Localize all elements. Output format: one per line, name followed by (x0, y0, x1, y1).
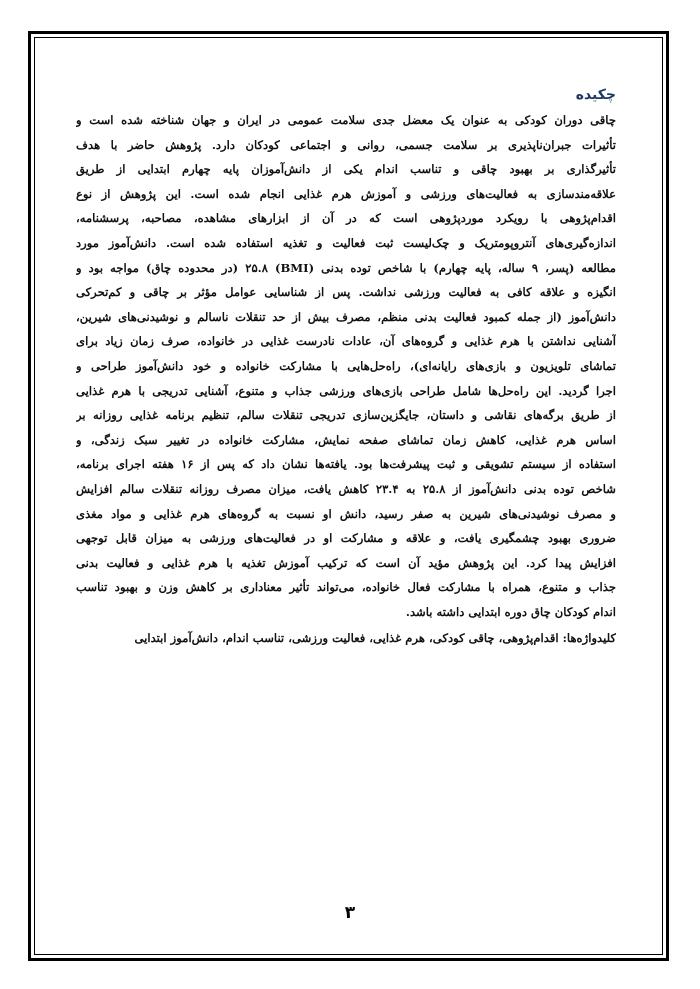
abstract-line: علاقه‌مندسازی به فعالیت‌های ورزشی و آموزش هرم غذایی انجام شده است. این پژوهش از نوع (76, 186, 616, 201)
abstract-line: از طریق برگه‌های نقاشی و داستان، جایگزین‌سازی تدریجی تنقلات سالم، تنظیم برنامه غذایی روزانه بر (76, 408, 616, 423)
abstract-line: مطالعه (پسر، ۹ ساله، پایه چهارم) با شاخص توده بدنی (BMI) ۲۵.۸ (در محدوده چاق) مواجه بود و (76, 260, 616, 275)
abstract-line: تأثیرات جبران‌ناپذیری بر سلامت جسمی، روانی و اجتماعی کودکان دارد. پژوهش حاضر با هدف (76, 137, 616, 152)
abstract-line: تماشای تلویزیون و بازی‌های رایانه‌ای)، راه‌حل‌هایی با مشارکت خانواده و خود دانش‌آموز طراحی و (76, 358, 616, 373)
abstract-line: ضروری بهبود چشمگیری یافت، و علاقه و مشارکت او در فعالیت‌های ورزشی به میزان قابل توجهی (76, 531, 616, 546)
abstract-line: و مصرف نوشیدنی‌های شیرین به صفر رسید، دانش او نسبت به گروه‌های هرم غذایی و مواد مغذی (76, 506, 616, 521)
abstract-body (76, 108, 616, 624)
abstract-line: انگیزه و علاقه کافی به فعالیت ورزشی نداشت. پس از شناسایی عوامل مؤثر بر چاقی و کم‌تحرکی (76, 285, 616, 300)
page-number: ۳ (344, 903, 356, 923)
abstract-line: اجرا گردید. این راه‌حل‌ها شامل طراحی بازی‌های ورزشی جذاب و متنوع، آشنایی تدریجی با هرم غذایی (76, 383, 616, 398)
abstract-line: افزایش پیدا کرد. این پژوهش مؤید آن است که ترکیب آموزش تغذیه با هرم غذایی و فعالیت بدنی (76, 555, 616, 570)
abstract-line: دانش‌آموز (از جمله کمبود فعالیت بدنی منظم، مصرف بیش از حد تنقلات ناسالم و نوشیدنی‌های شیرین، (76, 309, 616, 324)
abstract-heading: چکیده (575, 87, 616, 103)
abstract-line: اندازه‌گیری‌های آنتروپومتریک و چک‌لیست ثبت فعالیت و تغذیه استفاده شده است. دانش‌آموز مورد (76, 235, 616, 250)
keywords-line: کلیدواژه‌ها: اقدام‌پژوهی، چاقی کودکی، هرم غذایی، فعالیت ورزشی، تناسب اندام، دانش‌آموز ابتدایی (134, 631, 616, 646)
abstract-line: شاخص توده بدنی دانش‌آموز از ۲۵.۸ به ۲۳.۴ کاهش یافت، میزان مصرف روزانه تنقلات سالم افزایش (76, 481, 616, 496)
abstract-line: اساس هرم غذایی، کاهش زمان تماشای صفحه نمایش، مشارکت خانواده در تغییر سبک زندگی، و (76, 432, 616, 447)
abstract-line: استفاده از سیستم تشویقی و ثبت پیشرفت‌ها بود. یافته‌ها نشان داد که پس از ۱۶ هفته اجرای برنامه، (76, 457, 616, 472)
abstract-line: تأثیرگذاری بر بهبود چاقی و تناسب اندام یکی از دانش‌آموزان پایه چهارم ابتدایی از طریق (76, 162, 616, 177)
abstract-section (76, 84, 616, 651)
abstract-line: اندام کودکان چاق دوره ابتدایی داشته باشد. (405, 604, 616, 619)
abstract-line: چاقی دوران کودکی به عنوان یک معضل جدی سلامت عمومی در ایران و جهان شناخته شده است و (76, 113, 616, 127)
abstract-line: جذاب و متنوع، همراه با مشارکت فعال خانواده، می‌تواند تأثیر معناداری بر کاهش وزن و بهبود تناسب (76, 580, 616, 595)
abstract-line: آشنایی نداشتن با هرم غذایی و گروه‌های آن، عادات نادرست غذایی در خانواده، صرف زمان زیاد برای (76, 334, 616, 349)
abstract-line: اقدام‌پژوهی با رویکرد موردپژوهی است که در آن از ابزارهای مشاهده، مصاحبه، پرسشنامه، (76, 211, 616, 226)
